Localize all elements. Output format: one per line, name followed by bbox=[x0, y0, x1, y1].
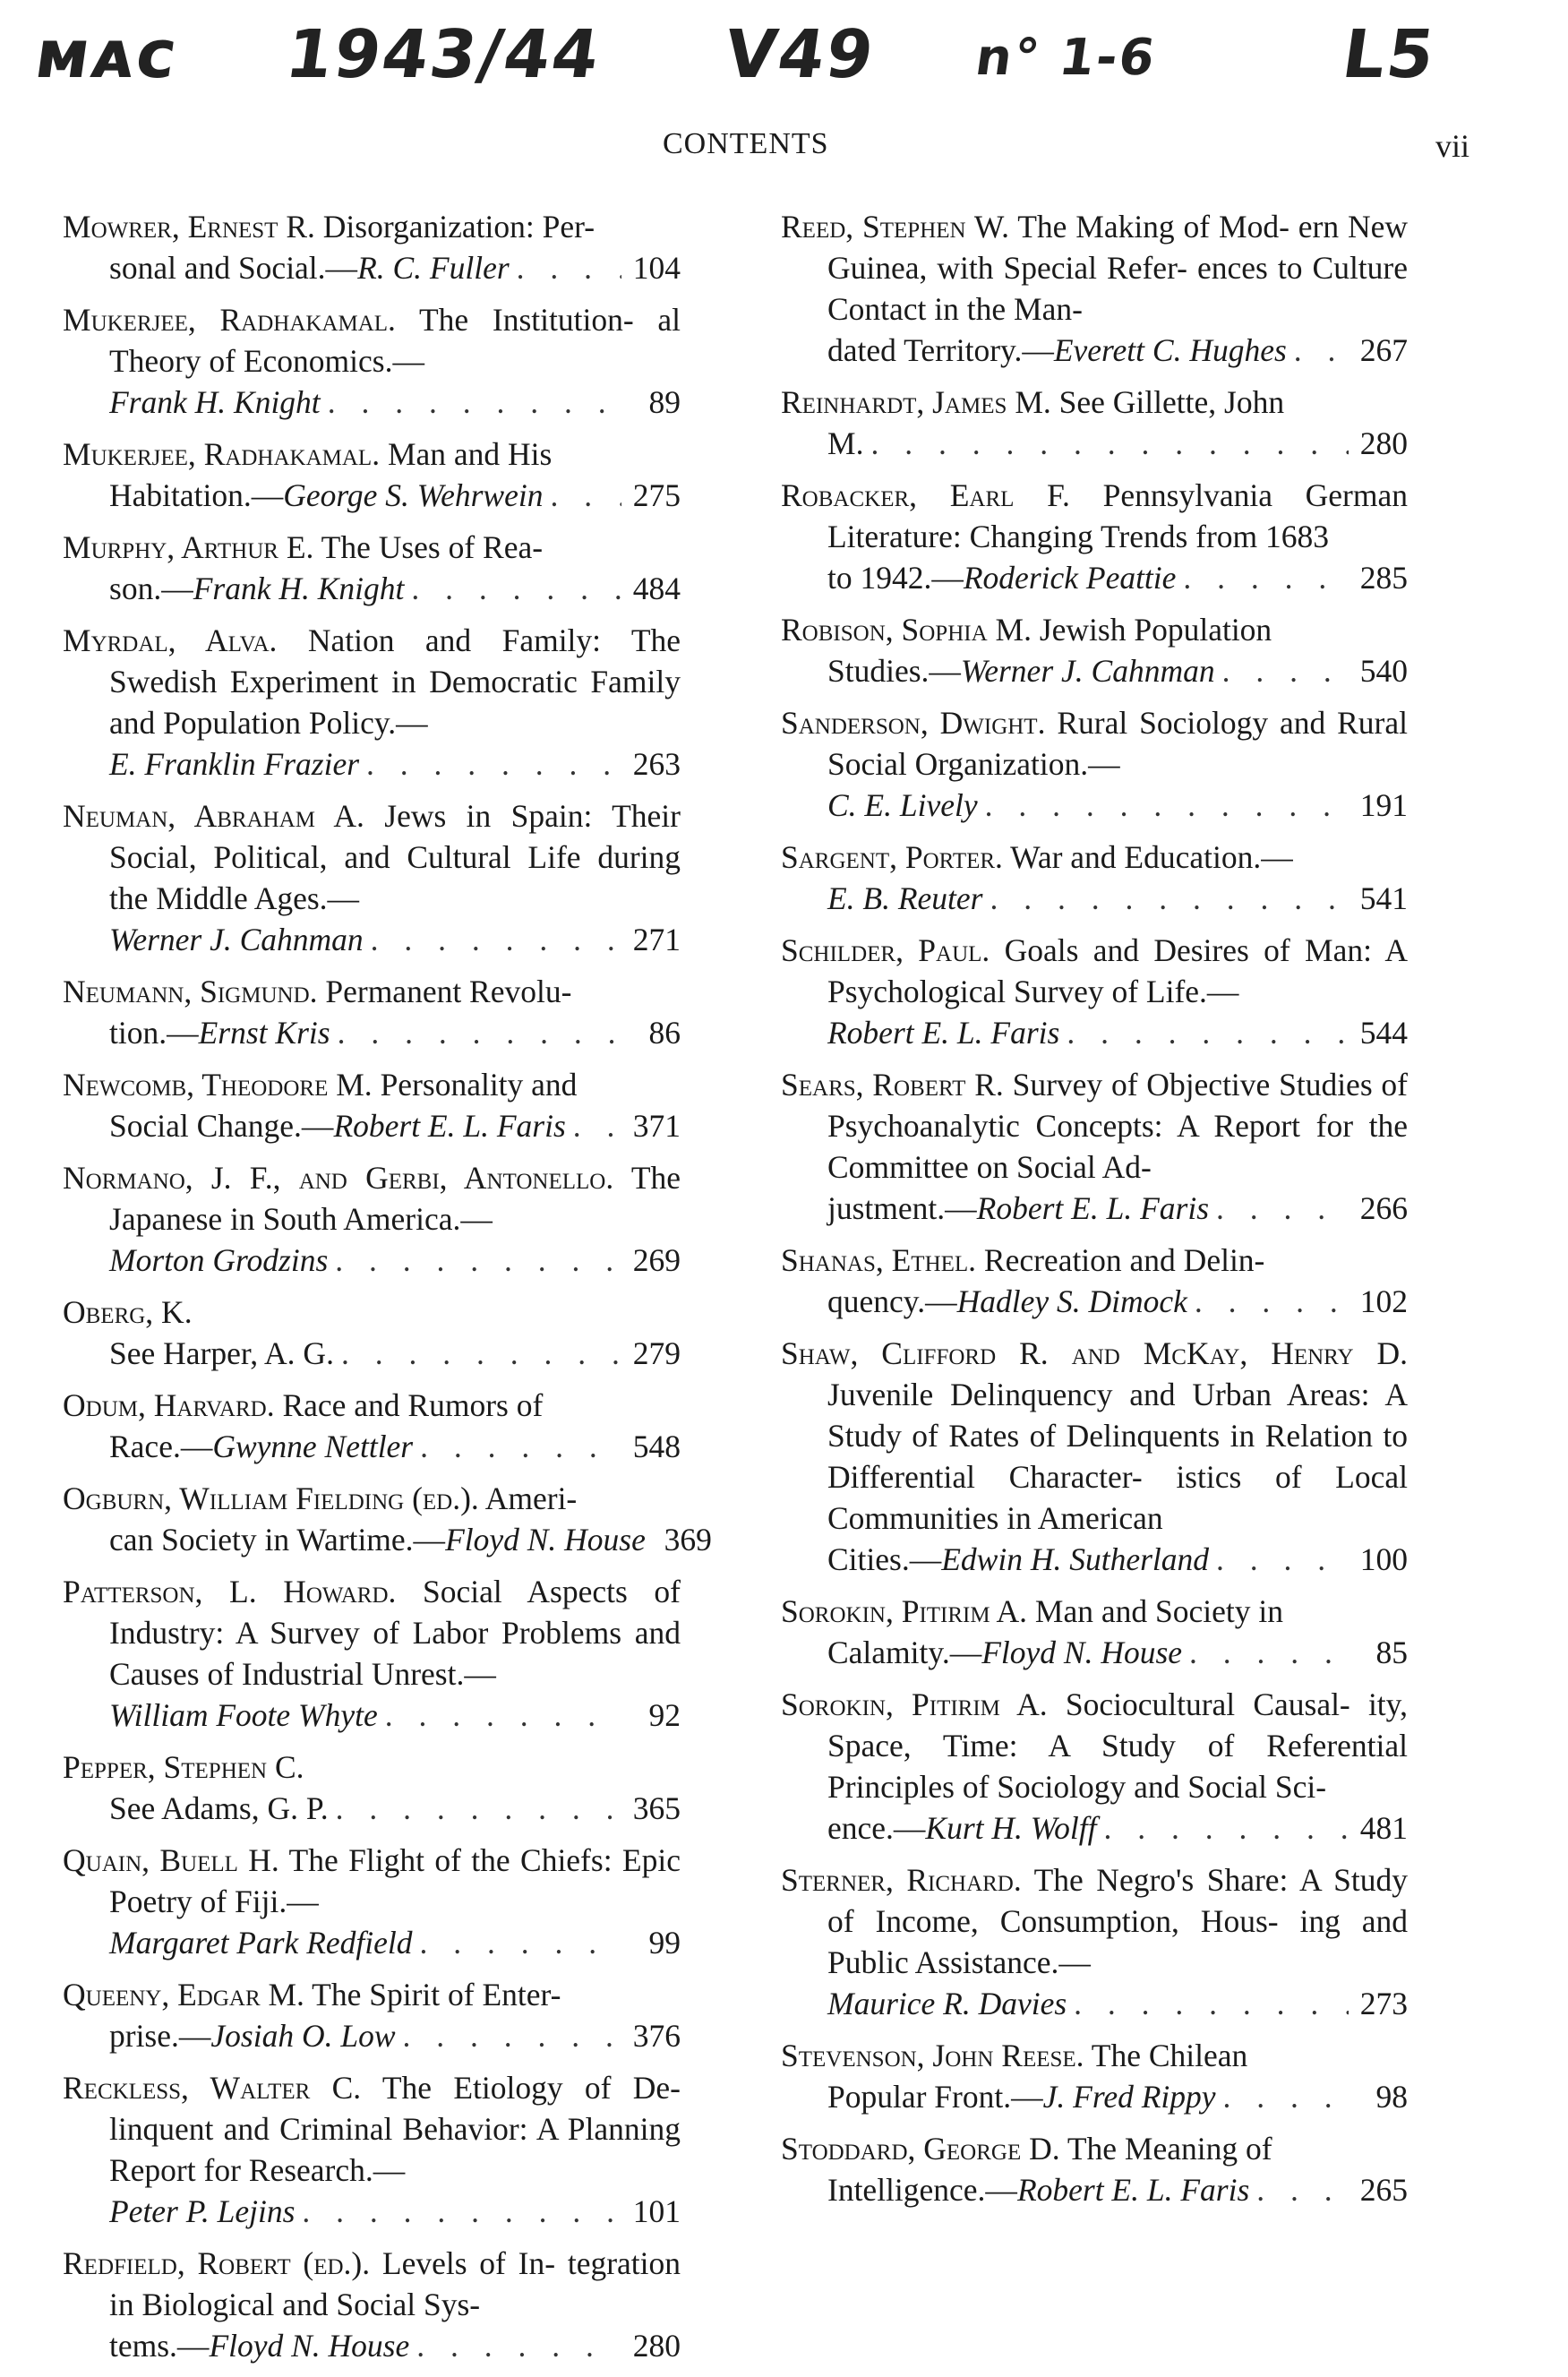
entry-title: The Etiology of De- linquent and Criminal Behavior: A Planning Report for Research.— bbox=[109, 2070, 681, 2188]
entry-page-number: 265 bbox=[1359, 2172, 1408, 2208]
entry-tail bbox=[109, 1519, 712, 1560]
entry-tail bbox=[827, 1539, 1408, 1580]
contents-entry bbox=[63, 1974, 681, 2056]
entry-last-line: Cities.—Edwin H. Sutherland bbox=[827, 1541, 1210, 1577]
entry-author: Redfield, Robert (ed.). bbox=[63, 2245, 371, 2281]
entry-last-line: Maurice R. Davies bbox=[827, 1986, 1067, 2021]
contents-entry bbox=[781, 930, 1408, 1053]
entry-author: Pepper, Stephen C. bbox=[63, 1749, 304, 1785]
entry-tail bbox=[109, 919, 681, 960]
entry-author: Reckless, Walter C. bbox=[63, 2070, 362, 2106]
left-column bbox=[63, 206, 712, 2377]
handwritten-mark-2: 1943/44 bbox=[280, 16, 606, 93]
entry-tail bbox=[109, 1922, 681, 1963]
contents-entry bbox=[63, 433, 681, 516]
entry-page-number: 365 bbox=[632, 1790, 681, 1826]
contents-entry bbox=[63, 620, 681, 785]
contents-entry bbox=[63, 2067, 681, 2232]
entry-tail bbox=[827, 1983, 1408, 2024]
entry-author: Murphy, Arthur E. bbox=[63, 529, 314, 565]
leader-dots bbox=[416, 2325, 621, 2366]
entry-page-number: 267 bbox=[1359, 332, 1408, 368]
entry-author: Sorokin, Pitirim A. bbox=[781, 1593, 1028, 1629]
entry-last-line: William Foote Whyte bbox=[109, 1697, 378, 1733]
entry-tail bbox=[827, 1281, 1408, 1322]
entry-title: The Japanese in South America.— bbox=[109, 1160, 681, 1237]
entry-author: Sterner, Richard. bbox=[781, 1862, 1022, 1898]
entry-author: Odum, Harvard. bbox=[63, 1387, 275, 1423]
leader-dots bbox=[1189, 1632, 1349, 1673]
entry-tail bbox=[109, 2015, 681, 2056]
entry-page-number: 275 bbox=[632, 477, 681, 513]
entry-title: The Flight of the Chiefs: Epic Poetry of Fiji.— bbox=[109, 1842, 681, 1919]
contents-entry bbox=[781, 1064, 1408, 1229]
entry-last-line: justment.—Robert E. L. Faris bbox=[827, 1190, 1210, 1226]
leader-dots bbox=[338, 1012, 621, 1053]
entry-author: Robacker, Earl F. bbox=[781, 477, 1070, 513]
leader-dots bbox=[1074, 1983, 1349, 2024]
contents-entry bbox=[781, 609, 1408, 691]
entry-author: Schilder, Paul. bbox=[781, 932, 990, 968]
entry-page-number: 102 bbox=[1359, 1283, 1408, 1319]
leader-dots bbox=[336, 1788, 621, 1829]
entry-author: Neumann, Sigmund. bbox=[63, 974, 318, 1009]
contents-entry bbox=[63, 1746, 681, 1829]
entry-last-line: son.—Frank H. Knight bbox=[109, 571, 405, 606]
leader-dots bbox=[550, 475, 621, 516]
entry-tail bbox=[827, 423, 1408, 464]
entry-author: Reed, Stephen W. bbox=[781, 209, 1009, 245]
entry-page-number: 273 bbox=[1359, 1986, 1408, 2021]
leader-dots bbox=[302, 2191, 621, 2232]
entry-page-number: 99 bbox=[648, 1925, 681, 1961]
leader-dots bbox=[385, 1695, 621, 1736]
entry-tail bbox=[109, 1695, 681, 1736]
contents-entry bbox=[63, 971, 681, 1053]
entry-last-line: tems.—Floyd N. House bbox=[109, 2328, 410, 2364]
entry-last-line: Race.—Gwynne Nettler bbox=[109, 1429, 414, 1464]
entry-title: Man and His bbox=[387, 436, 553, 472]
entry-tail bbox=[827, 2169, 1408, 2210]
entry-page-number: 484 bbox=[632, 571, 681, 606]
entry-page-number: 89 bbox=[648, 384, 681, 420]
entry-title: Recreation and Delin- bbox=[983, 1242, 1265, 1278]
entry-page-number: 85 bbox=[1375, 1635, 1408, 1670]
entry-page-number: 92 bbox=[648, 1697, 681, 1733]
entry-last-line: to 1942.—Roderick Peattie bbox=[827, 560, 1177, 596]
handwritten-mark-5: L5 bbox=[1337, 16, 1441, 93]
entry-tail bbox=[109, 1240, 681, 1281]
entry-tail bbox=[827, 330, 1408, 371]
entry-tail bbox=[827, 785, 1408, 826]
entry-tail bbox=[109, 1426, 681, 1467]
entry-title: Personality and bbox=[380, 1067, 578, 1103]
entry-title: Nation and Family: The Swedish Experiment in Democratic Family and Population Policy.— bbox=[109, 622, 681, 741]
entry-title: Rural Sociology and Rural Social Organization.— bbox=[827, 705, 1408, 782]
contents-entry bbox=[63, 2243, 681, 2366]
leader-dots bbox=[371, 919, 621, 960]
entry-author: Sargent, Porter. bbox=[781, 839, 1003, 875]
entry-page-number: 376 bbox=[632, 2018, 681, 2054]
handwritten-mark-4: n° 1-6 bbox=[972, 29, 1161, 87]
entry-author: Queeny, Edgar M. bbox=[63, 1977, 304, 2012]
entry-page-number: 104 bbox=[632, 250, 681, 286]
contents-entry bbox=[781, 1240, 1408, 1322]
entry-title: Juvenile Delinquency and Urban Areas: A Study of Rates of Delinquents in Relation to Differential Character- istics of Local Communities in American bbox=[827, 1377, 1408, 1536]
handwritten-mark-3: V49 bbox=[719, 16, 880, 93]
leader-dots bbox=[1216, 1188, 1349, 1229]
page-header bbox=[0, 127, 1568, 172]
entry-page-number: 541 bbox=[1359, 880, 1408, 916]
contents-entry bbox=[781, 1684, 1408, 1849]
entry-page-number: 544 bbox=[1359, 1015, 1408, 1051]
contents-entry bbox=[781, 2035, 1408, 2117]
leader-dots bbox=[1183, 557, 1349, 598]
handwritten-mark-1: ᴍᴀᴄ bbox=[30, 16, 184, 93]
entry-page-number: 271 bbox=[632, 922, 681, 957]
entry-author: Stevenson, John Reese. bbox=[781, 2038, 1084, 2073]
leader-dots bbox=[573, 1105, 621, 1146]
page-number: vii bbox=[1435, 128, 1469, 164]
entry-title: See Gillette, John bbox=[1058, 384, 1285, 420]
entry-page-number: 86 bbox=[648, 1015, 681, 1051]
entry-page-number: 263 bbox=[632, 746, 681, 782]
entry-last-line: sonal and Social.—R. C. Fuller bbox=[109, 250, 510, 286]
entry-last-line: dated Territory.—Everett C. Hughes bbox=[827, 332, 1287, 368]
entry-page-number: 548 bbox=[632, 1429, 681, 1464]
entry-page-number: 280 bbox=[1359, 425, 1408, 461]
entry-last-line: Calamity.—Floyd N. House bbox=[827, 1635, 1183, 1670]
contents-entry bbox=[63, 1478, 712, 1560]
entry-page-number: 540 bbox=[1359, 653, 1408, 689]
entry-author: Robison, Sophia M. bbox=[781, 612, 1032, 648]
entry-last-line: Popular Front.—J. Fred Rippy bbox=[827, 2079, 1216, 2115]
entry-author: Mukerjee, Radhakamal. bbox=[63, 302, 396, 338]
contents-entry bbox=[781, 1591, 1408, 1673]
contents-entry bbox=[781, 2128, 1408, 2210]
entry-title: The Meaning of bbox=[1067, 2131, 1272, 2167]
leader-dots bbox=[870, 423, 1349, 464]
entry-author: Neuman, Abraham A. bbox=[63, 798, 364, 834]
entry-last-line: Social Change.—Robert E. L. Faris bbox=[109, 1108, 566, 1144]
entry-author: Patterson, L. Howard. bbox=[63, 1574, 397, 1609]
entry-tail bbox=[109, 1105, 681, 1146]
entry-last-line: Peter P. Lejins bbox=[109, 2193, 296, 2229]
contents-entry bbox=[63, 1571, 681, 1736]
entry-tail bbox=[827, 1632, 1408, 1673]
entry-title: The Negro's Share: A Study of Income, Consumption, Hous- ing and Public Assistance.— bbox=[827, 1862, 1409, 1980]
entry-author: Shaw, Clifford R. and McKay, Henry D. bbox=[781, 1335, 1408, 1371]
entry-last-line: See Harper, A. G. bbox=[109, 1335, 334, 1371]
leader-dots bbox=[985, 785, 1349, 826]
leader-dots bbox=[1294, 330, 1349, 371]
entry-title: The Institution- al Theory of Economics.— bbox=[109, 302, 681, 379]
leader-dots bbox=[1103, 1807, 1349, 1849]
entry-last-line: E. B. Reuter bbox=[827, 880, 983, 916]
entry-last-line: prise.—Josiah O. Low bbox=[109, 2018, 396, 2054]
entry-page-number: 280 bbox=[632, 2328, 681, 2364]
entry-page-number: 285 bbox=[1359, 560, 1408, 596]
entry-title: Pennsylvania German Literature: Changing Trends from 1683 bbox=[827, 477, 1408, 554]
entry-last-line: Intelligence.—Robert E. L. Faris bbox=[827, 2172, 1250, 2208]
entry-tail bbox=[827, 650, 1408, 691]
entry-page-number: 191 bbox=[1359, 787, 1408, 823]
leader-dots bbox=[1222, 650, 1349, 691]
entry-page-number: 269 bbox=[632, 1242, 681, 1278]
entry-tail bbox=[827, 2076, 1408, 2117]
entry-title: Jews in Spain: Their Social, Political, and Cultural Life during the Middle Ages.— bbox=[109, 798, 681, 916]
entry-title: Jewish Population bbox=[1039, 612, 1272, 648]
entry-last-line: Frank H. Knight bbox=[109, 384, 321, 420]
entry-title: Race and Rumors of bbox=[282, 1387, 544, 1423]
leader-dots bbox=[1256, 2169, 1349, 2210]
entry-title: War and Education.— bbox=[1010, 839, 1293, 875]
entry-author: Quain, Buell H. bbox=[63, 1842, 279, 1878]
entry-last-line: C. E. Lively bbox=[827, 787, 978, 823]
entry-author: Stoddard, George D. bbox=[781, 2131, 1060, 2167]
entry-title: The Chilean bbox=[1091, 2038, 1248, 2073]
entry-last-line: Studies.—Werner J. Cahnman bbox=[827, 653, 1215, 689]
entry-page-number: 279 bbox=[632, 1335, 681, 1371]
entry-tail bbox=[109, 2325, 681, 2366]
leader-dots bbox=[411, 568, 621, 609]
entry-title: Disorganization: Per- bbox=[322, 209, 595, 245]
entry-tail bbox=[827, 878, 1408, 919]
leader-dots bbox=[335, 1240, 621, 1281]
entry-title: The Spirit of Enter- bbox=[312, 1977, 561, 2012]
entry-title: Ameri- bbox=[484, 1480, 578, 1516]
entry-last-line: Margaret Park Redfield bbox=[109, 1925, 413, 1961]
entry-title: Goals and Desires of Man: A Psychological Survey of Life.— bbox=[827, 932, 1409, 1009]
entry-author: Shanas, Ethel. bbox=[781, 1242, 977, 1278]
contents-entry bbox=[781, 1333, 1408, 1580]
leader-dots bbox=[419, 1922, 621, 1963]
leader-dots bbox=[341, 1333, 621, 1374]
entry-last-line: Morton Grodzins bbox=[109, 1242, 329, 1278]
entry-last-line: Robert E. L. Faris bbox=[827, 1015, 1060, 1051]
entry-author: Newcomb, Theodore M. bbox=[63, 1067, 373, 1103]
entry-tail bbox=[109, 1012, 681, 1053]
entry-last-line: tion.—Ernst Kris bbox=[109, 1015, 330, 1051]
entry-author: Reinhardt, James M. bbox=[781, 384, 1051, 420]
entry-tail bbox=[109, 382, 681, 423]
entry-author: Mukerjee, Radhakamal. bbox=[63, 436, 381, 472]
leader-dots bbox=[1223, 2076, 1349, 2117]
entry-tail bbox=[827, 1012, 1408, 1053]
contents-entry bbox=[63, 206, 681, 288]
contents-entry bbox=[781, 475, 1408, 598]
contents-entry bbox=[63, 795, 681, 960]
entry-title: The Making of Mod- ern New Guinea, with Special Refer- ences to Culture Contact in the Man- bbox=[827, 209, 1408, 327]
contents-entry bbox=[63, 299, 681, 423]
entry-tail bbox=[109, 247, 681, 288]
entry-last-line: ence.—Kurt H. Wolff bbox=[827, 1810, 1097, 1846]
entry-page-number: 371 bbox=[632, 1108, 681, 1144]
right-column bbox=[781, 206, 1408, 2221]
entry-tail bbox=[109, 1333, 681, 1374]
entry-title: Levels of In- tegration in Biological and Social Sys- bbox=[109, 2245, 681, 2322]
entry-author: Sanderson, Dwight. bbox=[781, 705, 1046, 741]
contents-entry bbox=[63, 1064, 681, 1146]
leader-dots bbox=[403, 2015, 621, 2056]
entry-last-line: quency.—Hadley S. Dimock bbox=[827, 1283, 1187, 1319]
entry-page-number: 266 bbox=[1359, 1190, 1408, 1226]
entry-title: Permanent Revolu- bbox=[325, 974, 572, 1009]
contents-entry bbox=[781, 837, 1408, 919]
leader-dots bbox=[517, 247, 621, 288]
entry-author: Normano, J. F., and Gerbi, Antonello. bbox=[63, 1160, 614, 1196]
entry-tail bbox=[109, 475, 681, 516]
leader-dots bbox=[1195, 1281, 1349, 1322]
contents-entry bbox=[63, 1840, 681, 1963]
entry-last-line: can Society in Wartime.—Floyd N. House bbox=[109, 1522, 646, 1557]
entry-author: Oberg, K. bbox=[63, 1294, 193, 1330]
contents-entry bbox=[63, 1291, 681, 1374]
entry-tail bbox=[827, 557, 1408, 598]
entry-tail bbox=[109, 2191, 681, 2232]
entry-page-number: 481 bbox=[1359, 1810, 1408, 1846]
contents-entry bbox=[781, 1859, 1408, 2024]
leader-dots bbox=[990, 878, 1350, 919]
entry-last-line: Habitation.—George S. Wehrwein bbox=[109, 477, 544, 513]
entry-page-number: 100 bbox=[1359, 1541, 1408, 1577]
entry-author: Sears, Robert R. bbox=[781, 1067, 1004, 1103]
leader-dots bbox=[1216, 1539, 1349, 1580]
entry-tail bbox=[109, 1788, 681, 1829]
leader-dots bbox=[1067, 1012, 1349, 1053]
entry-tail bbox=[109, 743, 681, 785]
entry-page-number: 98 bbox=[1375, 2079, 1408, 2115]
entry-author: Myrdal, Alva. bbox=[63, 622, 278, 658]
entry-author: Ogburn, William Fielding (ed.). bbox=[63, 1480, 479, 1516]
entry-title: Man and Society in bbox=[1034, 1593, 1283, 1629]
entry-tail bbox=[109, 568, 681, 609]
entry-tail bbox=[827, 1188, 1408, 1229]
contents-entry bbox=[63, 1157, 681, 1281]
entry-author: Mowrer, Ernest R. bbox=[63, 209, 315, 245]
entry-page-number: 101 bbox=[632, 2193, 681, 2229]
entry-last-line: E. Franklin Frazier bbox=[109, 746, 360, 782]
leader-dots bbox=[420, 1426, 621, 1467]
contents-entry bbox=[781, 702, 1408, 826]
entry-title: Survey of Objective Studies of Psychoanalytic Concepts: A Report for the Committee on Social Ad- bbox=[827, 1067, 1408, 1185]
contents-entry bbox=[781, 382, 1408, 464]
leader-dots bbox=[366, 743, 621, 785]
entry-title: The Uses of Rea- bbox=[321, 529, 544, 565]
entry-tail bbox=[827, 1807, 1408, 1849]
entry-last-line: M. bbox=[827, 425, 864, 461]
contents-entry bbox=[63, 1385, 681, 1467]
entry-last-line: Werner J. Cahnman bbox=[109, 922, 364, 957]
contents-entry bbox=[63, 527, 681, 609]
entry-last-line: See Adams, G. P. bbox=[109, 1790, 329, 1826]
entry-title: Social Aspects of Industry: A Survey of Labor Problems and Causes of Industrial Unrest.— bbox=[109, 1574, 681, 1692]
entry-title: Sociocultural Causal- ity, Space, Time: A Study of Referential Principles of Sociology and Social Sci- bbox=[827, 1686, 1408, 1805]
entry-page-number: 369 bbox=[664, 1522, 712, 1557]
running-title: CONTENTS bbox=[663, 127, 829, 160]
leader-dots bbox=[328, 382, 621, 423]
entry-author: Sorokin, Pitirim A. bbox=[781, 1686, 1048, 1722]
contents-entry bbox=[781, 206, 1408, 371]
